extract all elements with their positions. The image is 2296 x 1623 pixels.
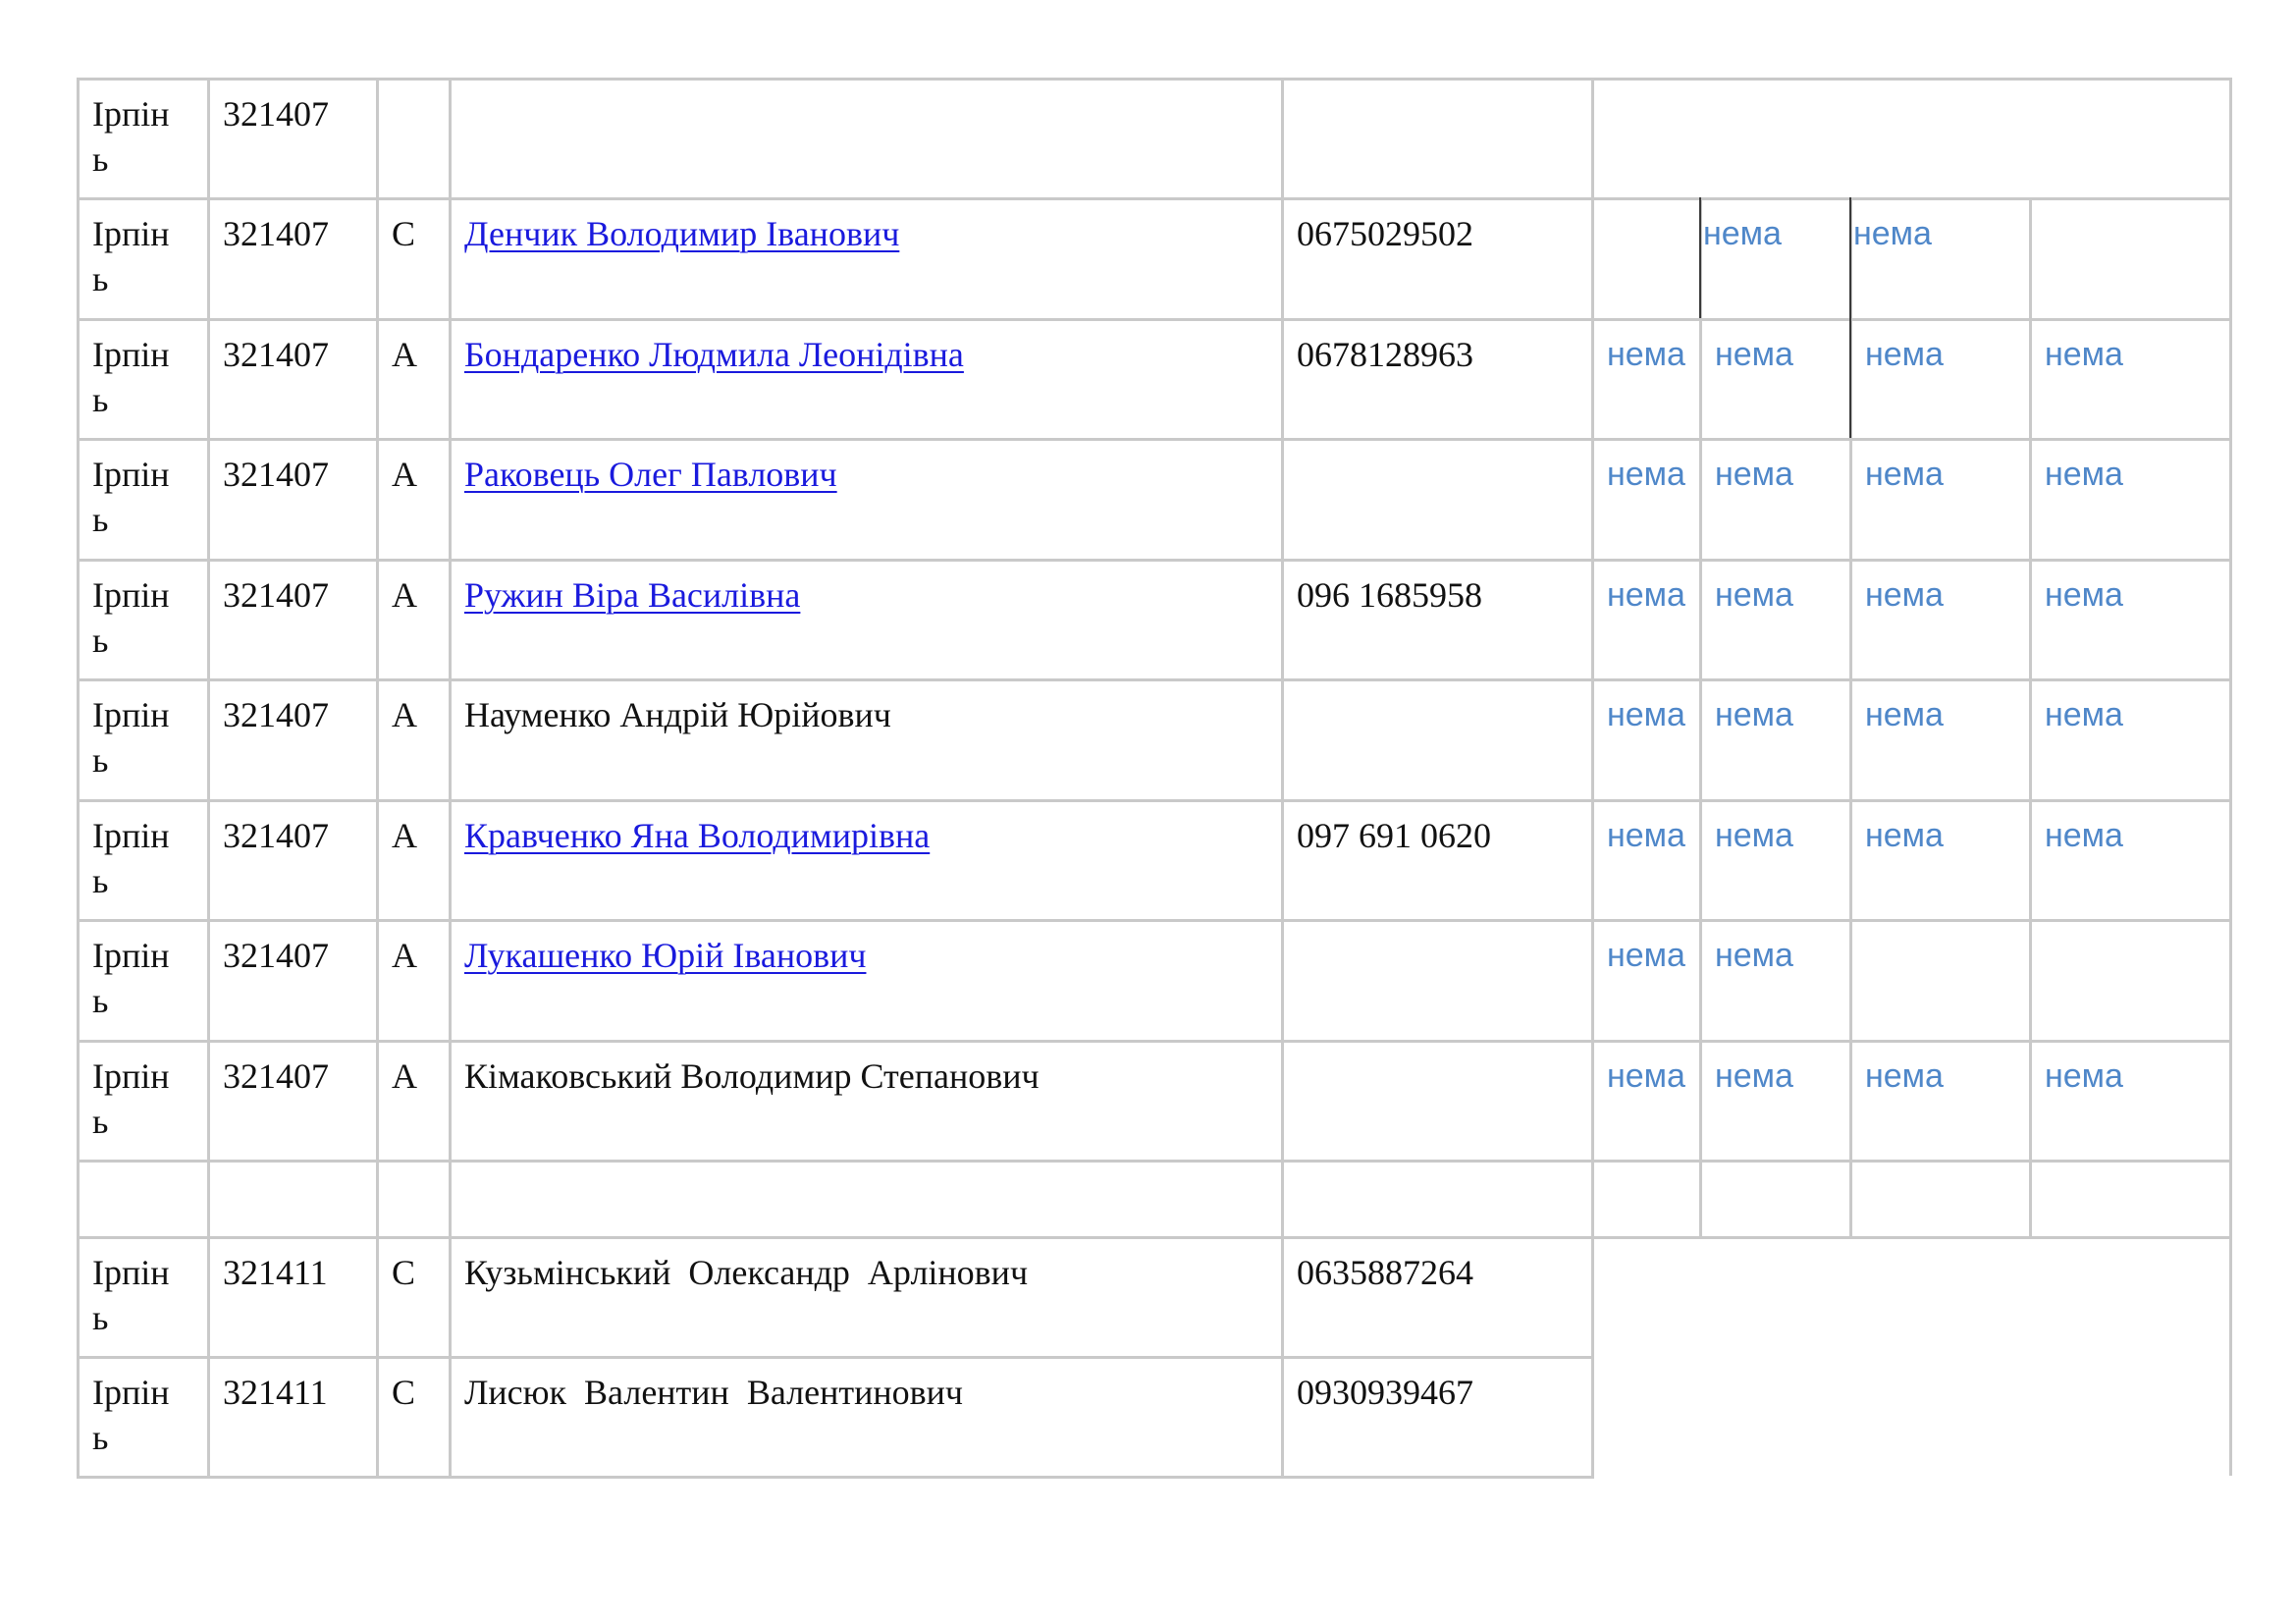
status-nema-cell[interactable]: нема [1607, 696, 1685, 733]
category-cell: С [392, 214, 416, 253]
phone-cell: 097 691 0620 [1297, 816, 1491, 855]
grid-row-line [77, 1236, 2232, 1239]
person-name-link[interactable]: Денчик Володимир Іванович [464, 214, 900, 253]
grid-col-line [1699, 197, 1702, 1239]
category-cell: А [392, 816, 417, 855]
status-nema-cell[interactable]: нема [1865, 1057, 1944, 1095]
status-nema-cell[interactable]: нема [1715, 937, 1793, 974]
category-cell: А [392, 695, 417, 734]
grid-row-line [77, 1356, 1594, 1359]
status-nema-cell[interactable]: нема [1865, 817, 1944, 854]
category-cell: А [392, 1056, 417, 1096]
person-name-cell: Кузьмінський Олександр Арлінович [464, 1253, 1029, 1292]
status-nema-cell[interactable]: нема [2045, 576, 2123, 614]
station-code-cell: 321407 [223, 695, 329, 734]
status-nema-cell[interactable]: нема [2045, 817, 2123, 854]
category-cell: А [392, 335, 417, 374]
city-cell: Ірпін ь [92, 1253, 170, 1337]
station-code-cell: 321411 [223, 1373, 328, 1412]
grid-row-line [77, 1160, 2232, 1163]
status-nema-cell[interactable]: нема [1607, 937, 1685, 974]
phone-cell: 0930939467 [1297, 1373, 1473, 1412]
grid-row-line [77, 318, 2232, 321]
status-nema-cell[interactable]: нема [1853, 215, 1932, 252]
person-name-link[interactable]: Раковець Олег Павлович [464, 455, 837, 494]
status-nema-cell[interactable]: нема [1715, 456, 1793, 493]
grid-col-line [449, 78, 452, 1479]
grid-row-line [77, 197, 2232, 200]
grid-row-line [77, 678, 2232, 681]
grid-row-line [77, 438, 2232, 441]
grid-col-line [376, 78, 379, 1479]
category-cell: А [392, 575, 417, 615]
status-nema-cell[interactable]: нема [1715, 696, 1793, 733]
station-code-cell: 321407 [223, 335, 329, 374]
grid-col-line [2029, 197, 2032, 1239]
category-cell: С [392, 1253, 416, 1292]
station-code-cell: 321407 [223, 575, 329, 615]
city-cell: Ірпін ь [92, 816, 170, 900]
status-nema-cell[interactable]: нема [2045, 456, 2123, 493]
status-nema-cell[interactable]: нема [1715, 336, 1793, 373]
station-code-cell: 321407 [223, 455, 329, 494]
status-nema-cell[interactable]: нема [2045, 1057, 2123, 1095]
grid-row-line [77, 78, 2232, 81]
city-cell: Ірпін ь [92, 575, 170, 660]
category-cell: А [392, 936, 417, 975]
station-code-cell: 321407 [223, 214, 329, 253]
phone-cell: 0678128963 [1297, 335, 1473, 374]
person-name-cell: Кімаковський Володимир Степанович [464, 1056, 1040, 1096]
dark-col-line [1849, 197, 1851, 438]
phone-cell: 096 1685958 [1297, 575, 1482, 615]
station-code-cell: 321407 [223, 94, 329, 134]
status-nema-cell[interactable]: нема [1703, 215, 1782, 252]
grid-row-line [77, 919, 2232, 922]
status-nema-cell[interactable]: нема [1607, 336, 1685, 373]
station-code-cell: 321407 [223, 1056, 329, 1096]
phone-cell: 0635887264 [1297, 1253, 1473, 1292]
person-name-link[interactable]: Бондаренко Людмила Леонідівна [464, 335, 964, 374]
grid-row-line [77, 1040, 2232, 1043]
grid-col-line [1591, 78, 1594, 1479]
grid-col-line [77, 78, 80, 1479]
category-cell: А [392, 455, 417, 494]
dark-col-line [1699, 197, 1701, 318]
grid-col-line [1281, 78, 1284, 1479]
city-cell: Ірпін ь [92, 1373, 170, 1457]
city-cell: Ірпін ь [92, 455, 170, 539]
grid-row-line [77, 799, 2232, 802]
status-nema-cell[interactable]: нема [1715, 817, 1793, 854]
person-name-cell: Лисюк Валентин Валентинович [464, 1373, 963, 1412]
status-nema-cell[interactable]: нема [1865, 576, 1944, 614]
status-nema-cell[interactable]: нема [2045, 696, 2123, 733]
category-cell: С [392, 1373, 416, 1412]
city-cell: Ірпін ь [92, 335, 170, 419]
status-nema-cell[interactable]: нема [1865, 696, 1944, 733]
status-nema-cell[interactable]: нема [1607, 576, 1685, 614]
status-nema-cell[interactable]: нема [2045, 336, 2123, 373]
city-cell: Ірпін ь [92, 936, 170, 1020]
station-code-cell: 321411 [223, 1253, 328, 1292]
grid-row-line [77, 559, 2232, 562]
status-nema-cell[interactable]: нема [1715, 576, 1793, 614]
grid-row-line [77, 1476, 1594, 1479]
city-cell: Ірпін ь [92, 94, 170, 179]
person-name-cell: Науменко Андрій Юрійович [464, 695, 891, 734]
city-cell: Ірпін ь [92, 695, 170, 780]
status-nema-cell[interactable]: нема [1865, 336, 1944, 373]
status-nema-cell[interactable]: нема [1607, 1057, 1685, 1095]
grid-col-line [207, 78, 210, 1479]
station-code-cell: 321407 [223, 936, 329, 975]
status-nema-cell[interactable]: нема [1607, 456, 1685, 493]
city-cell: Ірпін ь [92, 214, 170, 298]
person-name-link[interactable]: Лукашенко Юрій Іванович [464, 936, 867, 975]
grid-col-line [2229, 78, 2232, 1476]
contacts-table [77, 78, 2232, 1480]
phone-cell: 0675029502 [1297, 214, 1473, 253]
status-nema-cell[interactable]: нема [1865, 456, 1944, 493]
station-code-cell: 321407 [223, 816, 329, 855]
person-name-link[interactable]: Ружин Віра Василівна [464, 575, 801, 615]
city-cell: Ірпін ь [92, 1056, 170, 1141]
status-nema-cell[interactable]: нема [1607, 817, 1685, 854]
status-nema-cell[interactable]: нема [1715, 1057, 1793, 1095]
person-name-link[interactable]: Кравченко Яна Володимирівна [464, 816, 931, 855]
